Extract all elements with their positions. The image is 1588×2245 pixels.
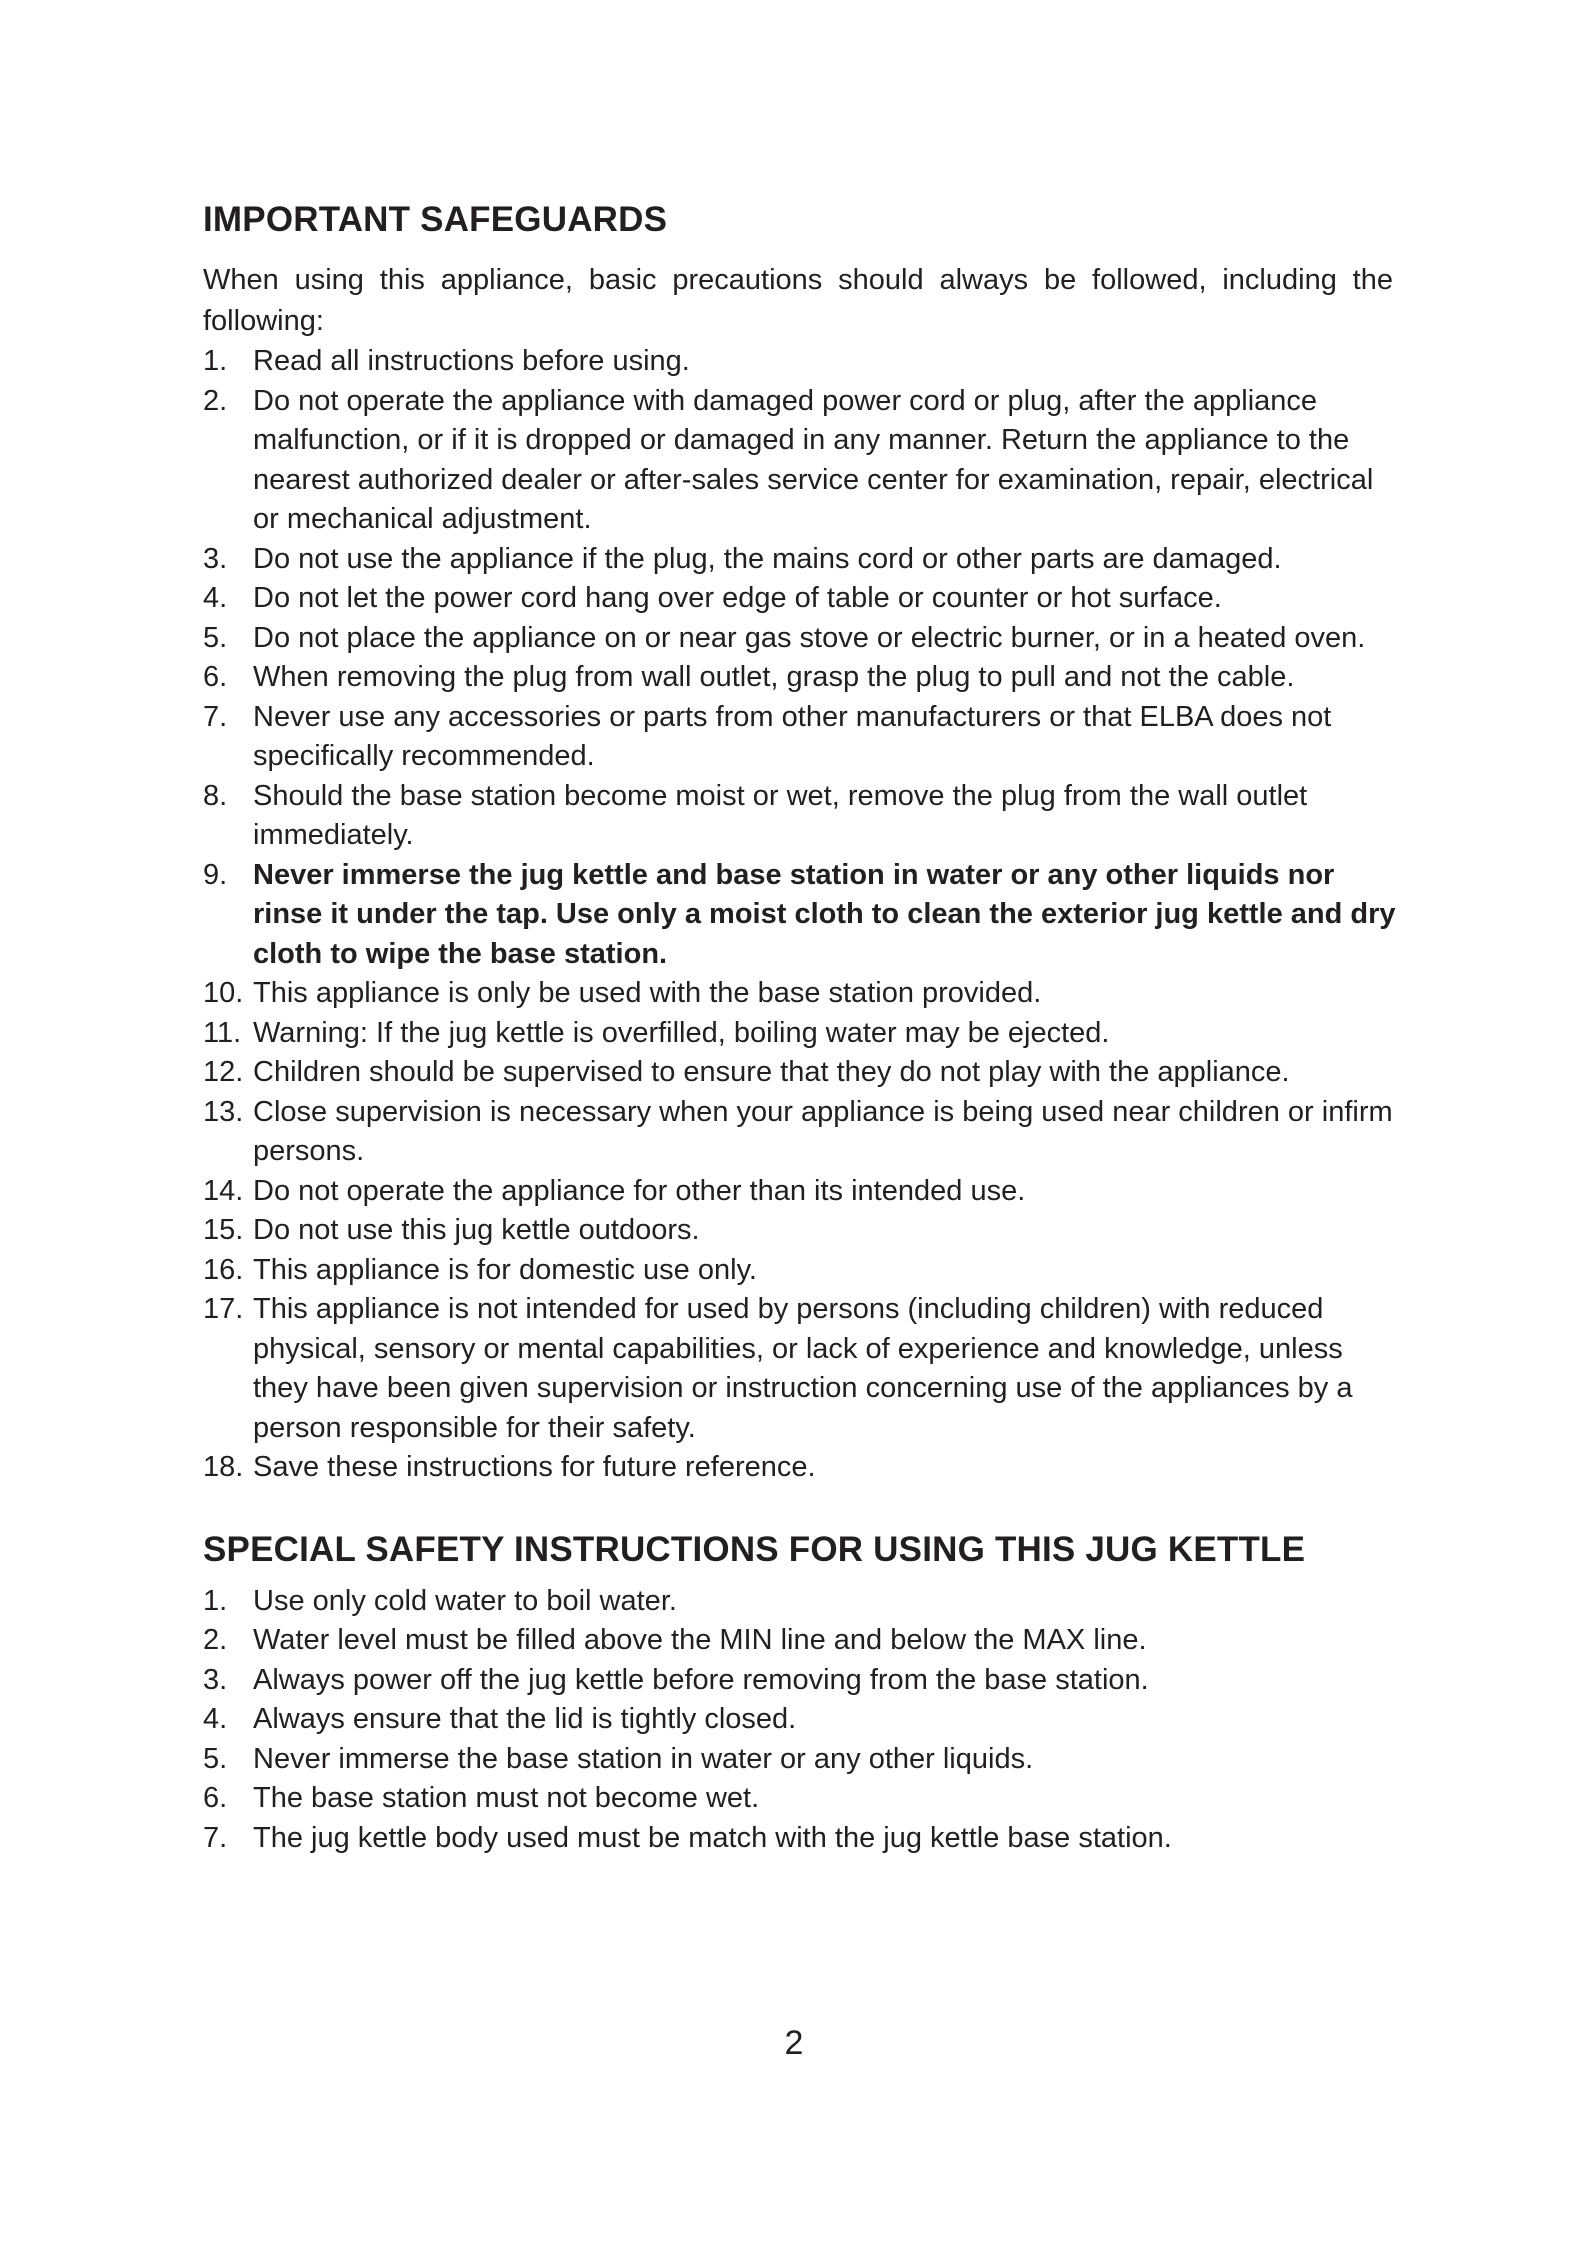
item-number: 8. <box>203 779 228 812</box>
special-item <box>203 1700 1403 1740</box>
page-number: 2 <box>784 2024 804 2062</box>
safeguards-heading: IMPORTANT SAFEGUARDS <box>203 200 668 239</box>
special-item <box>203 1819 1403 1859</box>
item-number: 11. <box>203 1016 242 1049</box>
item-number: 7. <box>203 700 228 733</box>
safeguards-list <box>203 342 1403 1488</box>
special-item <box>203 1779 1403 1819</box>
item-text: Do not operate the appliance with damaged power cord or plug, after the appliance malfunction, or if it is dropped or damaged in any manner. Return the appliance to the nearest authorized dealer or after-sales service center for examination, repair, electrical or mechanical adjustment. <box>253 384 1374 535</box>
item-text: Do not let the power cord hang over edge of table or counter or hot surface. <box>253 582 1222 614</box>
item-text: Should the base station become moist or wet, remove the plug from the wall outlet immediately. <box>253 779 1308 851</box>
item-number: 17. <box>203 1293 244 1325</box>
special-item <box>203 1661 1403 1701</box>
item-number: 9. <box>203 858 228 891</box>
item-number: 6. <box>203 661 228 693</box>
item-text: Do not use the appliance if the plug, the mains cord or other parts are damaged. <box>253 542 1282 575</box>
item-text: Do not operate the appliance for other than its intended use. <box>253 1174 1026 1207</box>
special-item <box>203 1582 1403 1622</box>
item-number: 12. <box>203 1056 244 1088</box>
item-text: Warning: If the jug kettle is overfilled, boiling water may be ejected. <box>253 1016 1110 1049</box>
special-instructions-heading: SPECIAL SAFETY INSTRUCTIONS FOR USING THIS JUG KETTLE <box>203 1529 1306 1569</box>
item-number: 1. <box>203 1584 228 1617</box>
item-text: Always ensure that the lid is tightly closed. <box>253 1703 797 1735</box>
safeguard-item <box>203 658 1403 698</box>
item-text: This appliance is for domestic use only. <box>253 1253 757 1286</box>
item-text: This appliance is not intended for used by persons (including children) with reduced physical, sensory or mental capabilities, or lack of experience and knowledge, unless they have been given supervision or instruction concerning use of the appliances by a person responsible for their safety. <box>253 1293 1353 1444</box>
safeguard-item <box>203 777 1403 856</box>
safeguard-item <box>203 619 1403 659</box>
item-text: Do not place the appliance on or near gas stove or electric burner, or in a heated oven. <box>253 621 1366 654</box>
safeguard-item <box>203 974 1403 1014</box>
safeguard-item <box>203 540 1403 580</box>
safeguard-item <box>203 1251 1403 1291</box>
item-text: Read all instructions before using. <box>253 345 690 377</box>
safeguard-item <box>203 1053 1403 1093</box>
item-text: The base station must not become wet. <box>253 1782 760 1814</box>
item-number: 1. <box>203 345 228 377</box>
item-text: Water level must be filled above the MIN line and below the MAX line. <box>253 1624 1147 1656</box>
safeguard-item <box>203 1014 1403 1054</box>
item-number: 2. <box>203 384 228 417</box>
safeguard-item <box>203 1211 1403 1251</box>
item-text: This appliance is only be used with the base station provided. <box>253 977 1042 1009</box>
item-number: 3. <box>203 1663 228 1696</box>
special-item <box>203 1740 1403 1780</box>
safeguard-item <box>203 579 1403 619</box>
item-number: 14. <box>203 1174 244 1207</box>
item-number: 5. <box>203 1742 228 1775</box>
item-text: The jug kettle body used must be match with the jug kettle base station. <box>253 1821 1172 1854</box>
safeguard-item-emphasized <box>203 856 1403 975</box>
item-number: 3. <box>203 542 228 575</box>
item-text: Close supervision is necessary when your appliance is being used near children or infirm persons. <box>253 1095 1393 1167</box>
item-number: 4. <box>203 1703 228 1735</box>
safeguard-item <box>203 1448 1403 1488</box>
safeguard-item <box>203 1290 1403 1448</box>
safeguard-item <box>203 1172 1403 1212</box>
item-number: 15. <box>203 1214 244 1246</box>
item-text: Do not use this jug kettle outdoors. <box>253 1214 700 1246</box>
item-number: 2. <box>203 1624 228 1656</box>
item-number: 16. <box>203 1253 244 1286</box>
item-number: 7. <box>203 1821 228 1854</box>
item-number: 4. <box>203 582 228 614</box>
item-number: 10. <box>203 977 244 1009</box>
item-number: 6. <box>203 1782 228 1814</box>
special-instructions-list <box>203 1582 1403 1859</box>
special-item <box>203 1621 1403 1661</box>
item-number: 13. <box>203 1095 244 1128</box>
item-number: 18. <box>203 1451 244 1483</box>
safeguard-item <box>203 382 1403 540</box>
item-number: 5. <box>203 621 228 654</box>
item-text: Save these instructions for future reference. <box>253 1451 816 1483</box>
item-text: Always power off the jug kettle before removing from the base station. <box>253 1663 1149 1696</box>
item-text: Use only cold water to boil water. <box>253 1584 677 1617</box>
item-text: Never immerse the base station in water or any other liquids. <box>253 1742 1034 1775</box>
safeguard-item <box>203 1093 1403 1172</box>
item-text: Never immerse the jug kettle and base station in water or any other liquids nor rinse it under the tap. Use only a moist cloth to clean the exterior jug kettle and dry cloth to wipe the base station. <box>253 858 1396 970</box>
item-text: Never use any accessories or parts from other manufacturers or that ELBA does not specifically recommended. <box>253 700 1332 772</box>
page-content <box>203 200 1403 1858</box>
item-text: When removing the plug from wall outlet, grasp the plug to pull and not the cable. <box>253 661 1295 693</box>
safeguards-intro: When using this appliance, basic precautions should always be followed, including the following: <box>203 264 1393 337</box>
safeguard-item <box>203 342 1403 382</box>
item-text: Children should be supervised to ensure that they do not play with the appliance. <box>253 1056 1290 1088</box>
safeguard-item <box>203 698 1403 777</box>
